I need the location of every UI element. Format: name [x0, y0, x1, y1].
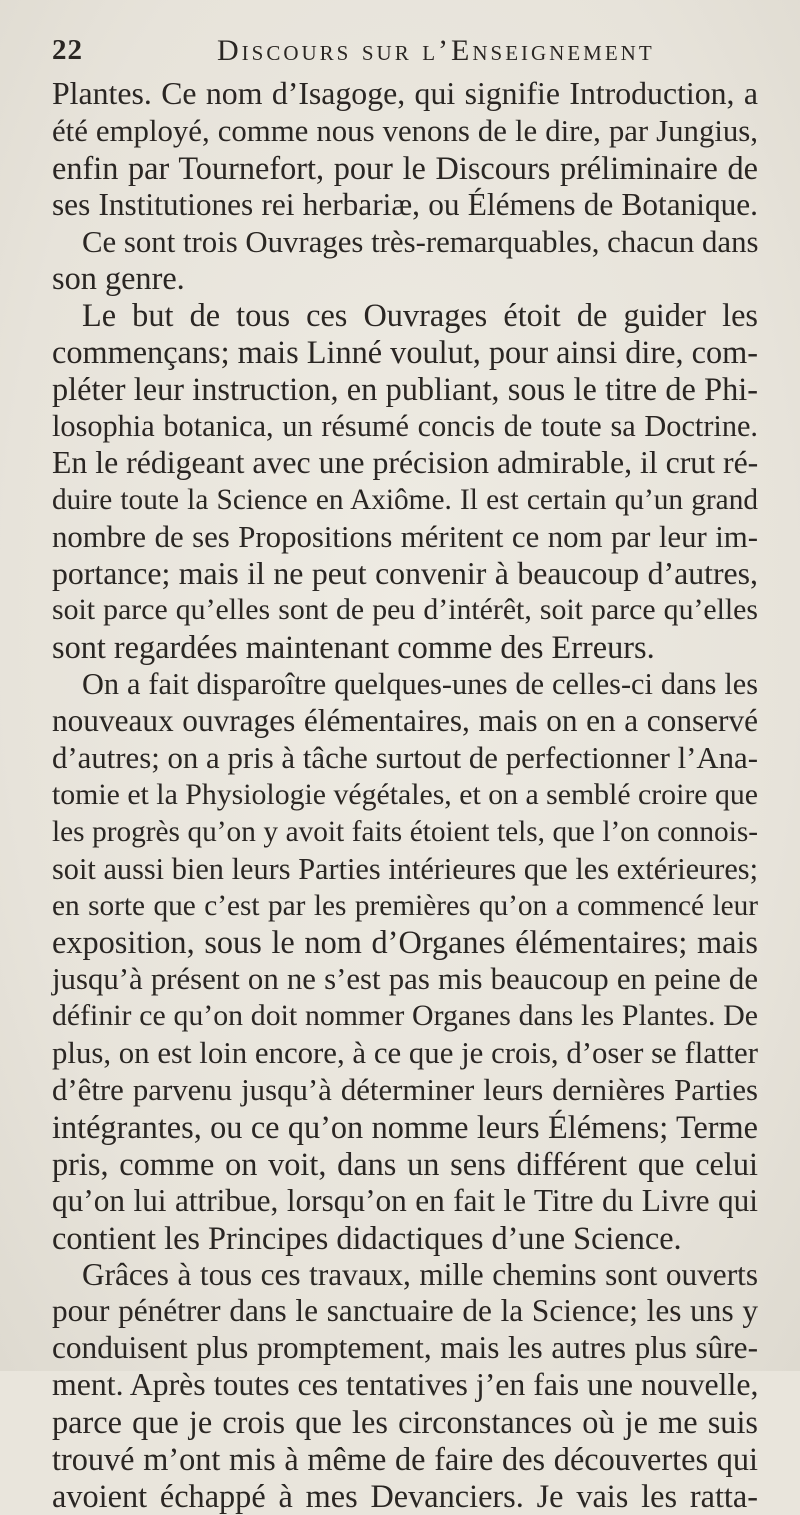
text-line: soit aussi bien leurs Parties intérieures que les extérieures; — [52, 851, 758, 886]
text-line: Le but de tous ces Ouvrages étoit de guider les — [82, 297, 758, 334]
page-header — [52, 30, 740, 70]
page-number: 22 — [52, 34, 83, 66]
text-line: avoient échappé à mes Devanciers. Je vais les ratta- — [52, 1477, 758, 1514]
text-line: son genre. — [52, 260, 185, 297]
text-line: définir ce qu’on doit nommer Organes dans les Plantes. De — [52, 999, 758, 1033]
text-line: trouvé m’ont mis à même de faire des découvertes qui — [52, 1440, 758, 1477]
text-line: conduisent plus promptement, mais les autres plus sûre- — [52, 1330, 758, 1366]
text-line: ses Institutiones rei herbariæ, ou Élémens de Botanique. — [52, 186, 758, 222]
text-line: les progrès qu’on y avoit faits étoient tels, que l’on connois- — [52, 815, 758, 848]
text-line: nouveaux ouvrages élémentaires, mais on en a conservé — [52, 703, 758, 739]
text-line: Plantes. Ce nom d’Isagoge, qui signifie Introduction, a — [52, 76, 758, 111]
text-line: exposition, sous le nom d’Organes élémentaires; mais — [52, 924, 758, 961]
text-line: pris, comme on voit, dans un sens différent que celui — [52, 1145, 758, 1182]
text-line: enfin par Tournefort, pour le Discours préliminaire de — [52, 149, 758, 186]
text-line: parce que je crois que les circonstances où je me suis — [52, 1404, 758, 1441]
text-line: Grâces à tous ces travaux, mille chemins sont ouverts — [82, 1256, 758, 1292]
text-line: portance; mais il ne peut convenir à beaucoup d’autres, — [52, 555, 758, 591]
text-line: pléter leur instruction, en publiant, sous le titre de Phi- — [52, 371, 758, 408]
text-line: tomie et la Physiologie végétales, et on a semblé croire que — [52, 777, 758, 811]
text-line: en sorte que c’est par les premières qu’on a commencé leur — [52, 889, 758, 922]
text-line: contient les Principes didactiques d’une Science. — [52, 1219, 682, 1256]
text-line: En le rédigeant avec une précision admirable, il crut ré- — [52, 444, 759, 480]
text-line: jusqu’à présent on ne s’est pas mis beaucoup en peine de — [52, 962, 758, 997]
text-line: plus, on est loin encore, à ce que je crois, d’oser se flatter — [52, 1036, 758, 1071]
text-line: intégrantes, ou ce qu’on nomme leurs Élémens; Terme — [52, 1108, 758, 1145]
running-head: Discours sur l’Enseignement — [217, 34, 655, 67]
text-line: pour pénétrer dans le sanctuaire de la Science; les uns y — [52, 1293, 758, 1329]
text-line: nombre de ses Propositions méritent ce nom par leur im- — [52, 519, 758, 554]
text-line: losophia botanica, un résumé concis de toute sa Doctrine. — [52, 409, 758, 444]
text-line: On a fait disparoître quelques-unes de celles-ci dans les — [82, 667, 758, 702]
text-line: été employé, comme nous venons de le dire, par Jungius, — [52, 113, 758, 148]
text-line: sont regardées maintenant comme des Erreurs. — [52, 629, 655, 666]
text-line: Ce sont trois Ouvrages très-remarquables, chacun dans — [82, 224, 759, 259]
body-text — [52, 76, 758, 1515]
text-line: duire toute la Science en Axiôme. Il est certain qu’un grand — [52, 483, 758, 516]
text-line: commençans; mais Linné voulut, pour ainsi dire, com- — [52, 334, 758, 371]
text-line: soit parce qu’elles sont de peu d’intérêt, soit parce qu’elles — [52, 593, 758, 627]
text-line: ment. Après toutes ces tentatives j’en fais une nouvelle, — [52, 1367, 759, 1403]
text-line: qu’on lui attribue, lorsqu’on en fait le Titre du Livre qui — [52, 1182, 758, 1218]
text-line: d’être parvenu jusqu’à déterminer leurs dernières Parties — [52, 1073, 758, 1108]
text-line: d’autres; on a pris à tâche surtout de perfectionner l’Ana- — [52, 741, 758, 776]
